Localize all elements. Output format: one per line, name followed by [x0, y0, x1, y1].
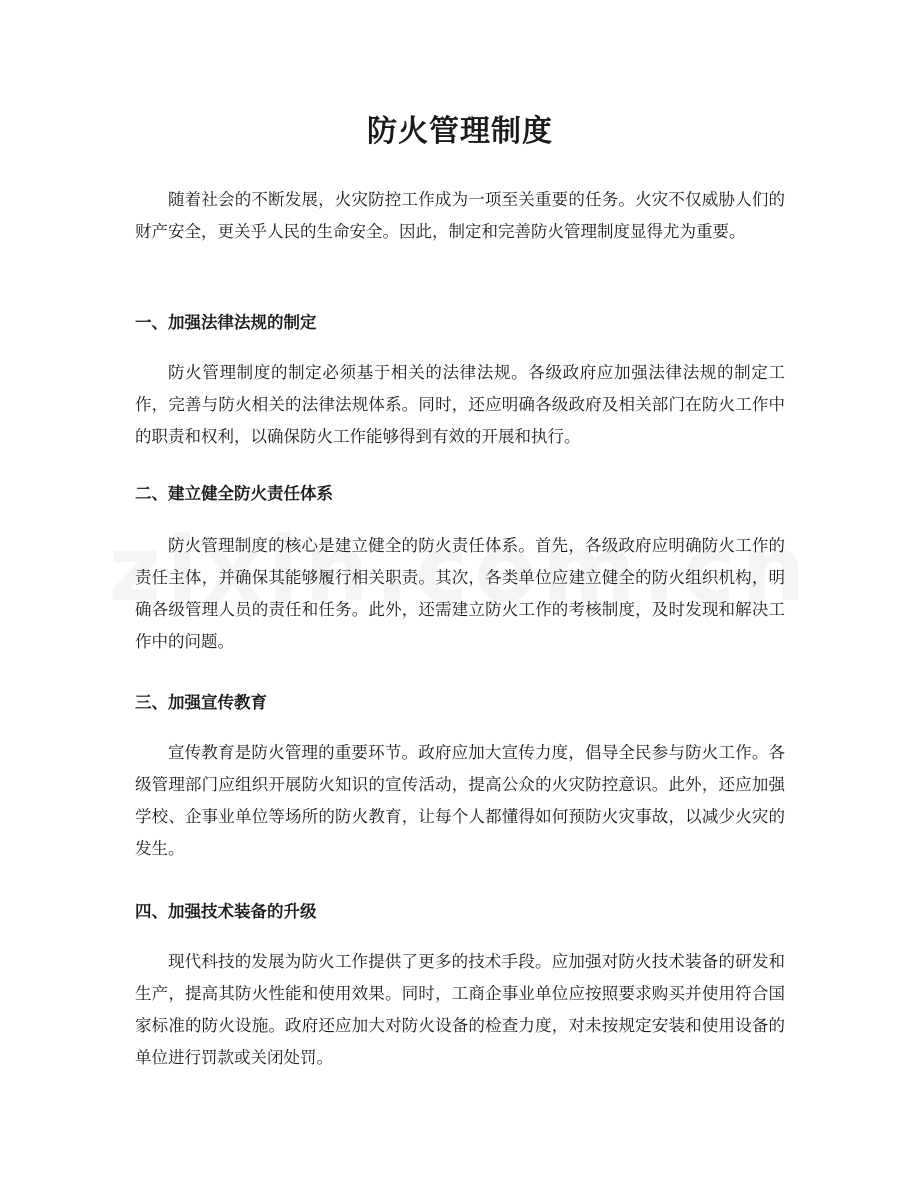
section-3-body: 宣传教育是防火管理的重要环节。政府应加大宣传力度，倡导全民参与防火工作。各级管理部门应组织开展防火知识的宣传活动，提高公众的火灾防控意识。此外，还应加强学校、企事业单位等场所的防火教育，让每个人都懂得如何预防火灾事故，以减少火灾的发生。 — [135, 743, 785, 858]
intro-paragraph: 随着社会的不断发展，火灾防控工作成为一项至关重要的任务。火灾不仅威胁人们的财产安全，更关乎人民的生命安全。因此，制定和完善防火管理制度显得尤为重要。 — [135, 190, 785, 241]
section-3-heading: 三、加强宣传教育 — [135, 693, 267, 712]
section-1-body: 防火管理制度的制定必须基于相关的法律法规。各级政府应加强法律法规的制定工作，完善与防火相关的法律法规体系。同时，还应明确各级政府及相关部门在防火工作中的职责和权利，以确保防火工作能够得到有效的开展和执行。 — [135, 363, 785, 446]
section-4-heading: 四、加强技术装备的升级 — [135, 902, 317, 921]
section-1-heading: 一、加强法律法规的制定 — [135, 313, 317, 332]
section-4-body: 现代科技的发展为防火工作提供了更多的技术手段。应加强对防火技术装备的研发和生产，提高其防火性能和使用效果。同时，工商企事业单位应按照要求购买并使用符合国家标准的防火设施。政府还应加大对防火设备的检查力度，对未按规定安装和使用设备的单位进行罚款或关闭处罚。 — [135, 952, 785, 1067]
page-title: 防火管理制度 — [367, 114, 553, 149]
section-2-heading: 二、建立健全防火责任体系 — [135, 484, 333, 503]
section-2-body: 防火管理制度的核心是建立健全的防火责任体系。首先，各级政府应明确防火工作的责任主体，并确保其能够履行相关职责。其次，各类单位应建立健全的防火组织机构，明确各级管理人员的责任和任务。此外，还需建立防火工作的考核制度，及时发现和解决工作中的问题。 — [135, 536, 785, 651]
